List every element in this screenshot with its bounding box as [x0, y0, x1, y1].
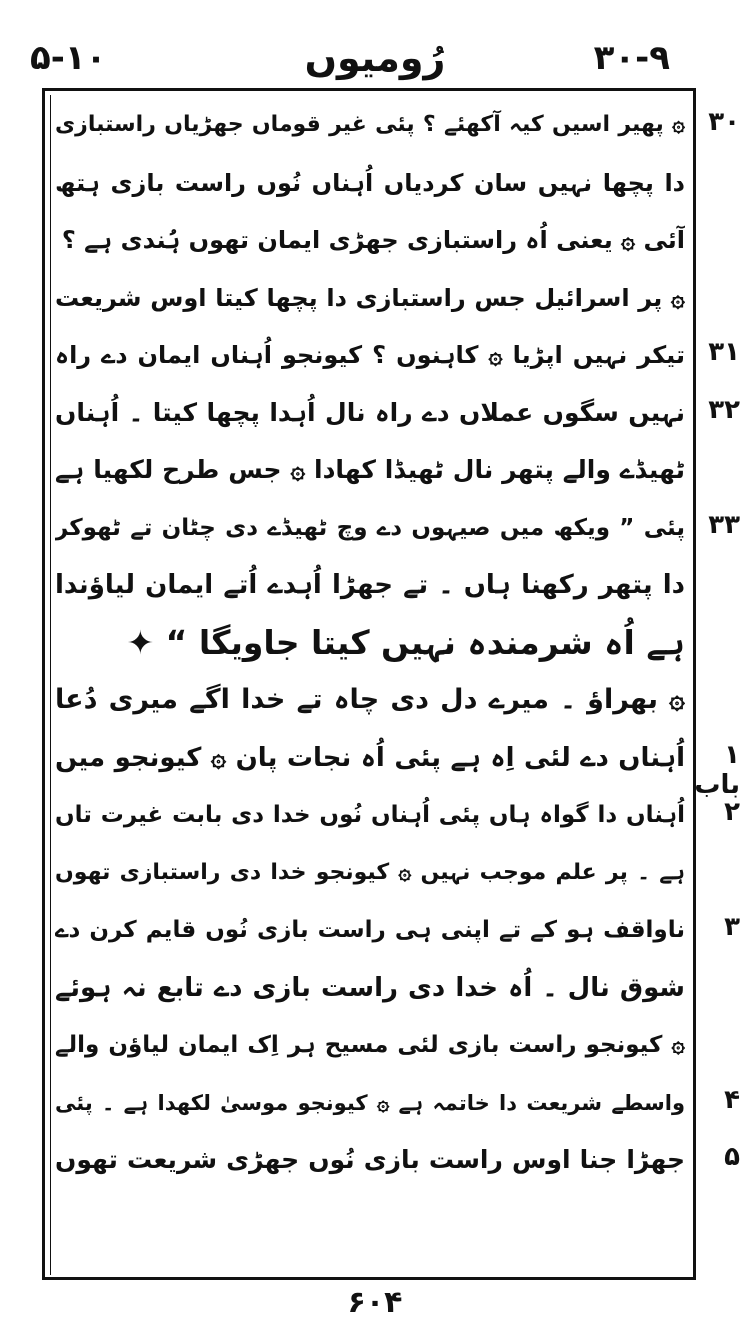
verse-number: ۳ [724, 912, 740, 942]
chapter-range-left: ۵-۱۰ [30, 38, 107, 78]
text-line: شوق نال ۔ اُہ خدا دی راست بازی دے تابع نہ ہوئے [55, 972, 685, 1003]
verse-number-column [696, 90, 750, 1280]
text-line: نہیں سگوں عملاں دے راہ نال اُہدا پچھا کیتا ۔ اُہناں [55, 397, 685, 427]
text-line: دا پچھا نہیں سان کردیاں اُہناں نُوں راست بازی ہتھ [55, 168, 685, 197]
text-line: ۞ پر اسرائیل جس راستبازی دا پچھا کیتا اوس شریعت [55, 283, 685, 312]
verse-number: ۵ [724, 1142, 740, 1172]
text-line: ٹھیڈے والے پتھر نال ٹھیڈا کھادا ۞ جس طرح لکھیا ہے [55, 455, 685, 484]
book-title: رُومیوں [304, 36, 446, 80]
verse-number: ۱ باب [694, 739, 740, 800]
text-line: ۞ پھیر اسیں کیہ آکھئے ؟ پئی غیر قوماں جھڑیاں راستبازی [55, 112, 685, 137]
text-line: دا پتھر رکھنا ہاں ۔ تے جھڑا اُہدے اُتے ایمان لیاؤندا [55, 570, 685, 600]
page-header [0, 0, 750, 90]
text-line: اُہناں دے لئی اِہ ہے پئی اُہ نجات پان ۞ کیونجو میں [55, 742, 685, 773]
verse-number: ۳۱ [708, 337, 740, 367]
text-line: جھڑا جنا اوس راست بازی نُوں جھڑی شریعت تھوں [55, 1145, 685, 1174]
text-line: واسطے شریعت دا خاتمہ ہے ۞ کیونجو موسیٰ لکھدا ہے ۔ پئی [55, 1090, 685, 1115]
text-line: ہے ۔ پر علم موجب نہیں ۞ کیونجو خدا دی راستبازی تھوں [55, 859, 685, 885]
scripture-text-block [55, 95, 685, 1275]
text-line: ہے اُہ شرمندہ نہیں کیتا جاویگا “ ✦ [126, 622, 685, 662]
chapter-range-right: ۳۰-۹ [593, 38, 670, 78]
text-line: اُہناں دا گواہ ہاں پئی اُہناں نُوں خدا دی بابت غیرت تاں [55, 802, 685, 828]
verse-number: ۳۰ [708, 107, 740, 137]
text-line: پئی ” ویکھ میں صیہوں دے وچ ٹھیڈے دی چٹان تے ٹھوکر [55, 514, 685, 541]
text-line: ۞ بھراؤ ۔ میرے دل دی چاہ تے خدا اگے میری دُعا [55, 684, 685, 715]
verse-number: ۳۲ [708, 394, 740, 425]
text-line: آئی ۞ یعنی اُہ راستبازی جھڑی ایمان تھوں ہُندی ہے ؟ [61, 226, 685, 254]
verse-number: ۴ [724, 1084, 740, 1115]
verse-number: ۳۳ [708, 509, 740, 540]
text-line: ۞ کیونجو راست بازی لئی مسیح ہر اِک ایمان لیاؤن والے [55, 1032, 685, 1058]
text-line: تیکر نہیں اپڑیا ۞ کاہنوں ؟ کیونجو اُہناں ایمان دے راہ [55, 341, 685, 369]
page-number: ۶۰۴ [347, 1285, 403, 1320]
text-line: ناواقف ہو کے تے اپنی ہی راست بازی نُوں قایم کرن دے [55, 917, 685, 943]
verse-number: ۲ [724, 797, 740, 827]
